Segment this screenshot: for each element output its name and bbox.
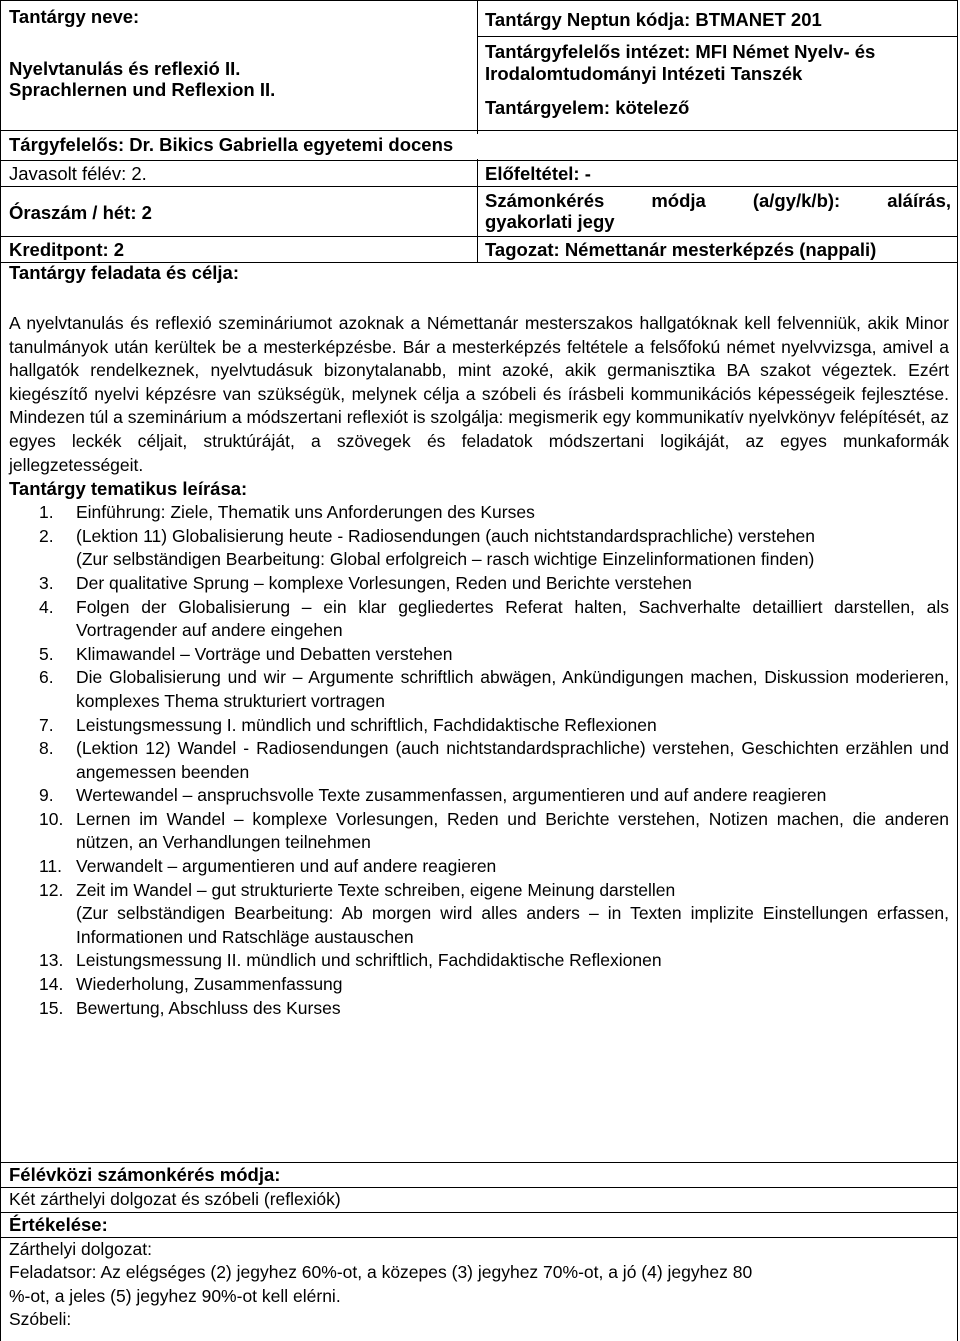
topic-text: Einführung: Ziele, Thematik uns Anforderungen des Kurses bbox=[76, 502, 535, 523]
topic-text: (Lektion 12) Wandel - Radiosendungen (auch nichtstandardsprachliche) verstehen, Geschichten erzählen und angemessen beenden bbox=[76, 738, 949, 782]
topic-item bbox=[9, 737, 949, 784]
assessment-type bbox=[485, 190, 951, 232]
topic-list bbox=[9, 501, 949, 1020]
topic-item bbox=[9, 525, 949, 572]
topic-subtext: (Zur selbständigen Bearbeitung: Ab morgen wird alles anders – in Texten implizite Einstellungen erfassen, Informationen und Ratschläge austauschen bbox=[76, 903, 949, 947]
topic-number: 13. bbox=[39, 950, 64, 971]
evaluation-section bbox=[9, 1162, 949, 1332]
topic-text: (Lektion 11) Globalisierung heute - Radiosendungen (auch nichtstandardsprachliche) verstehen bbox=[76, 525, 816, 546]
topic-number: 12. bbox=[39, 879, 64, 900]
topic-number: 5. bbox=[39, 643, 54, 664]
topic-number: 10. bbox=[39, 808, 64, 829]
evaluation-label: Értékelése: bbox=[9, 1213, 108, 1235]
topic-item bbox=[9, 643, 949, 667]
neptun-code: Tantárgy Neptun kódja: BTMANET 201 bbox=[485, 9, 822, 30]
topic-number: 4. bbox=[39, 596, 54, 617]
semester: Javasolt félév: 2. bbox=[9, 163, 147, 184]
topic-item bbox=[9, 666, 949, 713]
topic-item bbox=[9, 973, 949, 997]
assessment-line2: gyakorlati jegy bbox=[485, 211, 615, 232]
topic-text: Zeit im Wandel – gut strukturierte Texte schreiben, eigene Meinung darstellen bbox=[76, 879, 676, 900]
grading-line2: %-ot, a jeles (5) jegyhez 90%-ot kell elérni. bbox=[9, 1285, 341, 1306]
topic-item bbox=[9, 501, 949, 525]
midterm-text: Két zárthelyi dolgozat és szóbeli (reflexiók) bbox=[9, 1189, 341, 1209]
topic-item bbox=[9, 997, 949, 1021]
topic-text: Leistungsmessung II. mündlich und schriftlich, Fachdidaktische Reflexionen bbox=[76, 950, 662, 971]
course-header-table bbox=[1, 0, 957, 262]
course-name-de: Sprachlernen und Reflexion II. bbox=[9, 79, 276, 100]
institute-line1: Tantárgyfelelős intézet: MFI Német Nyelv- és bbox=[485, 41, 876, 62]
topic-item bbox=[9, 572, 949, 596]
aim-text: A nyelvtanulás és reflexió szemináriumot azoknak a Némettanár mesterszakos hallgatóknak kell felvenniük, akik Minor tanulmányok után kerültek be a mesterképzésbe. Bár a mesterképzés feltétele a felsőfokú német nyelvvizsga, amivel a hallgatók rendelkeznek, nyelvtudásuk bizonytalanabb, mint azoké, akik germanisztika BA szakot végeztek. Ezért kiegészítő nyelvi képzésre van szükségük, melynek célja a szóbeli és írásbeli kommunikációs képességeik fejlesztése. Mindezen túl a szeminárium a módszertani reflexiót is szolgálja: megismerik egy kommunikatív nyelvkönyv felépítését, az egyes leckék céljait, struktúráját, a szövegek és feladatok módszertani logikáját, az egyes munkaformák jellegzetességeit. bbox=[9, 313, 949, 475]
topic-text: Bewertung, Abschluss des Kurses bbox=[76, 997, 341, 1018]
oral-label: Szóbeli: bbox=[9, 1309, 72, 1330]
course-element: Tantárgyelem: kötelező bbox=[485, 97, 690, 118]
topic-text: Leistungsmessung I. mündlich und schriftlich, Fachdidaktische Reflexionen bbox=[76, 714, 657, 735]
topic-item bbox=[9, 879, 949, 950]
course-body bbox=[9, 312, 949, 1020]
topic-item bbox=[9, 596, 949, 643]
written-label: Zárthelyi dolgozat: bbox=[9, 1238, 152, 1259]
credits: Kreditpont: 2 bbox=[9, 239, 125, 260]
prerequisite: Előfeltétel: - bbox=[485, 163, 591, 184]
aim-label: Tantárgy feladata és célja: bbox=[9, 262, 239, 283]
topic-number: 9. bbox=[39, 785, 54, 806]
responsible: Tárgyfelelős: Dr. Bikics Gabriella egyetemi docens bbox=[9, 134, 609, 159]
topic-text: Wertewandel – anspruchsvolle Texte zusammenfassen, argumentieren und auf andere reagieren bbox=[76, 785, 827, 806]
topic-text: Die Globalisierung und wir – Argumente schriftlich abwägen, Ankündigungen machen, Diskussion moderieren, komplexes Thema strukturiert vortragen bbox=[76, 667, 949, 711]
topic-item bbox=[9, 949, 949, 973]
topic-text: Der qualitative Sprung – komplexe Vorlesungen, Reden und Berichte verstehen bbox=[76, 572, 692, 593]
topic-text: Verwandelt – argumentieren und auf andere reagieren bbox=[76, 856, 497, 877]
topic-number: 1. bbox=[39, 502, 54, 523]
course-name-hu: Nyelvtanulás és reflexió II. bbox=[9, 58, 241, 79]
topic-number: 6. bbox=[39, 667, 54, 688]
topic-item bbox=[9, 784, 949, 808]
course-name-label: Tantárgy neve: bbox=[9, 6, 140, 27]
weekly-hours: Óraszám / hét: 2 bbox=[9, 202, 152, 223]
institute-line2: Irodalomtudományi Intézeti Tanszék bbox=[485, 63, 803, 84]
topic-text: Klimawandel – Vorträge und Debatten verstehen bbox=[76, 643, 453, 664]
topic-number: 3. bbox=[39, 572, 54, 593]
program: Tagozat: Némettanár mesterképzés (nappali) bbox=[485, 239, 877, 260]
topic-item bbox=[9, 855, 949, 879]
topic-subtext: (Zur selbständigen Bearbeitung: Global erfolgreich – rasch wichtige Einzelinformationen finden) bbox=[76, 549, 815, 570]
topic-item bbox=[9, 714, 949, 738]
institute bbox=[485, 41, 951, 85]
topics-label: Tantárgy tematikus leírása: bbox=[9, 478, 248, 500]
topic-text: Wiederholung, Zusammenfassung bbox=[76, 974, 343, 995]
grading-line1: Feladatsor: Az elégséges (2) jegyhez 60%-ot, a közepes (3) jegyhez 70%-ot, a jó (4) jegyhez 80 bbox=[9, 1262, 753, 1283]
topic-number: 2. bbox=[39, 525, 54, 546]
topic-text: Folgen der Globalisierung – ein klar gegliedertes Referat halten, Sachverhalte detailliert darstellen, als Vortragender auf andere eingehen bbox=[76, 596, 949, 641]
assessment-line1: Számonkérés módja (a/gy/k/b): aláírás, bbox=[485, 190, 951, 211]
topic-text: Lernen im Wandel – komplexe Vorlesungen, Reden und Berichte verstehen, Notizen machen, die anderen nützen, an Verhandlungen teilnehmen bbox=[76, 808, 949, 853]
topic-number: 7. bbox=[39, 714, 54, 735]
midterm-label: Félévközi számonkérés módja: bbox=[9, 1164, 281, 1185]
topic-number: 15. bbox=[39, 997, 64, 1018]
topic-number: 8. bbox=[39, 738, 54, 759]
topic-number: 11. bbox=[39, 856, 63, 877]
topic-item bbox=[9, 808, 949, 855]
topic-number: 14. bbox=[39, 974, 64, 995]
